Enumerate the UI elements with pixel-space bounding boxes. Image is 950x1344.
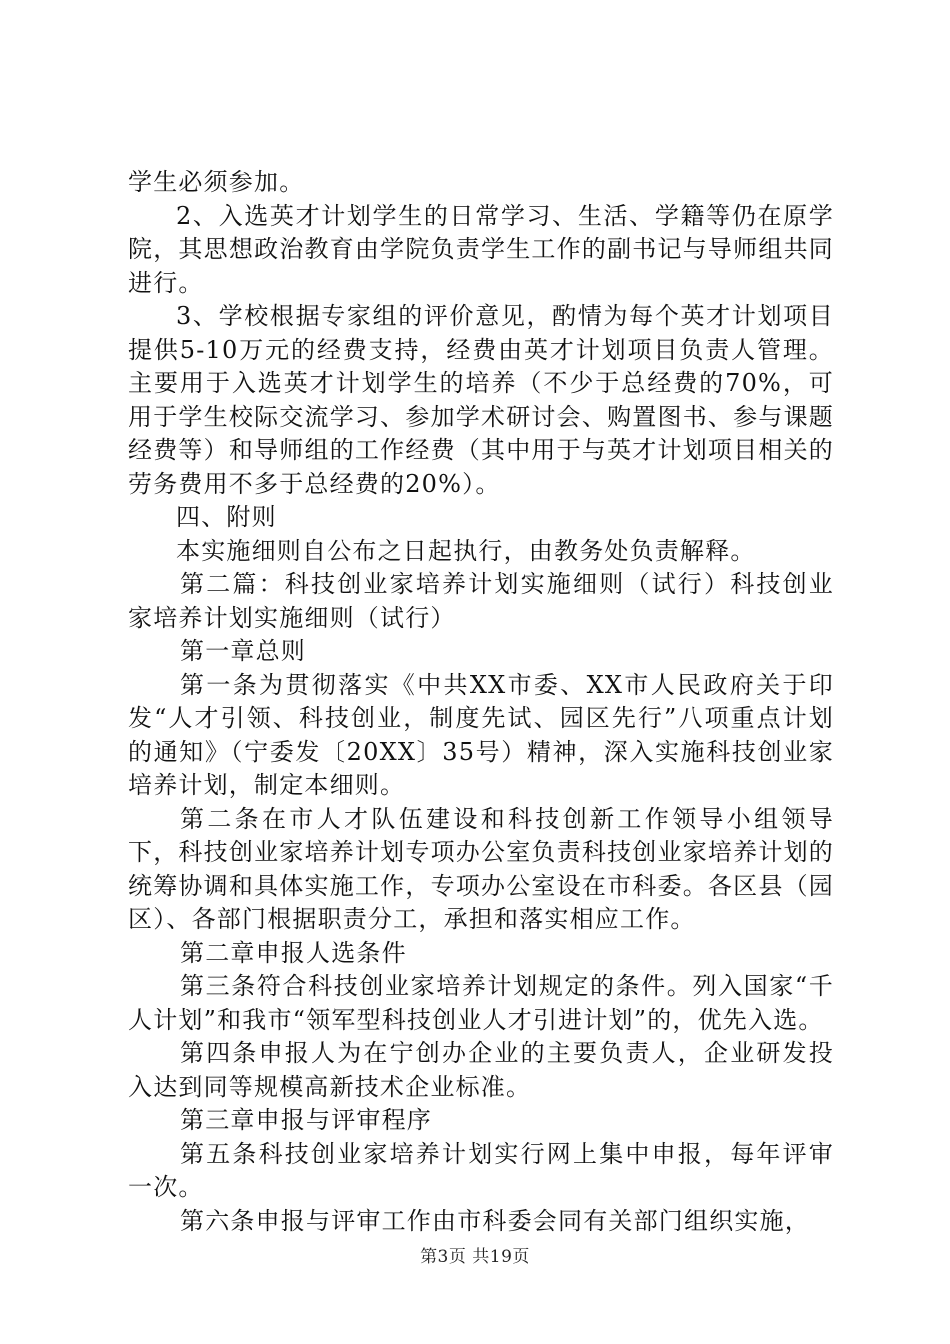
paragraph-3: 3、学校根据专家组的评价意见，酌情为每个英才计划项目提供5-10万元的经费支持，经费由英才计划项目负责人管理。主要用于入选英才计划学生的培养（不少于总经费的70%，可用于学生校际交流学习、参加学术研讨会、购置图书、参与课题经费等）和导师组的工作经费（其中用于与英才计划项目相关的劳务费用不多于总经费的20%）。 — [128, 302, 834, 498]
page-number-footer: 第3页 共19页 — [420, 1247, 530, 1267]
paragraph-5: 本实施细则自公布之日起执行，由教务处负责解释。 — [176, 536, 756, 565]
paragraph-1: 学生必须参加。 — [128, 168, 305, 196]
chapter-3-heading: 第三章申报与评审程序 — [180, 1106, 432, 1134]
article-2: 第二条在市人才队伍建设和科技创新工作领导小组领导下，科技创业家培养计划专项办公室负责科技创业家培养计划的统筹协调和具体实施工作，专项办公室设在市科委。各区县（园区）、各部门根据职责分工，承担和落实相应工作。 — [128, 804, 834, 933]
article-4: 第四条申报人为在宁创办企业的主要负责人，企业研发投入达到同等规模高新技术企业标准。 — [128, 1039, 834, 1101]
article-5: 第五条科技创业家培养计划实行网上集中申报，每年评审一次。 — [128, 1139, 834, 1201]
article-3: 第三条符合科技创业家培养计划规定的条件。列入国家“千人计划”和我市“领军型科技创业人才引进计划”的，优先入选。 — [128, 972, 834, 1034]
section-heading-appendix: 四、附则 — [176, 503, 277, 531]
part-two-title: 第二篇：科技创业家培养计划实施细则（试行）科技创业家培养计划实施细则（试行） — [128, 570, 834, 632]
article-1: 第一条为贯彻落实《中共XX市委、XX市人民政府关于印发“人才引领、科技创业，制度先试、园区先行”八项重点计划的通知》（宁委发〔20XX〕35号）精神，深入实施科技创业家培养计划，制定本细则。 — [128, 670, 834, 799]
chapter-2-heading: 第二章申报人选条件 — [180, 938, 407, 967]
paragraph-2: 2、入选英才计划学生的日常学习、生活、学籍等仍在原学院，其思想政治教育由学院负责学生工作的副书记与导师组共同进行。 — [128, 201, 834, 297]
chapter-1-heading: 第一章总则 — [180, 637, 306, 665]
document-body — [128, 166, 834, 1238]
article-6: 第六条申报与评审工作由市科委会同有关部门组织实施， — [180, 1206, 810, 1235]
